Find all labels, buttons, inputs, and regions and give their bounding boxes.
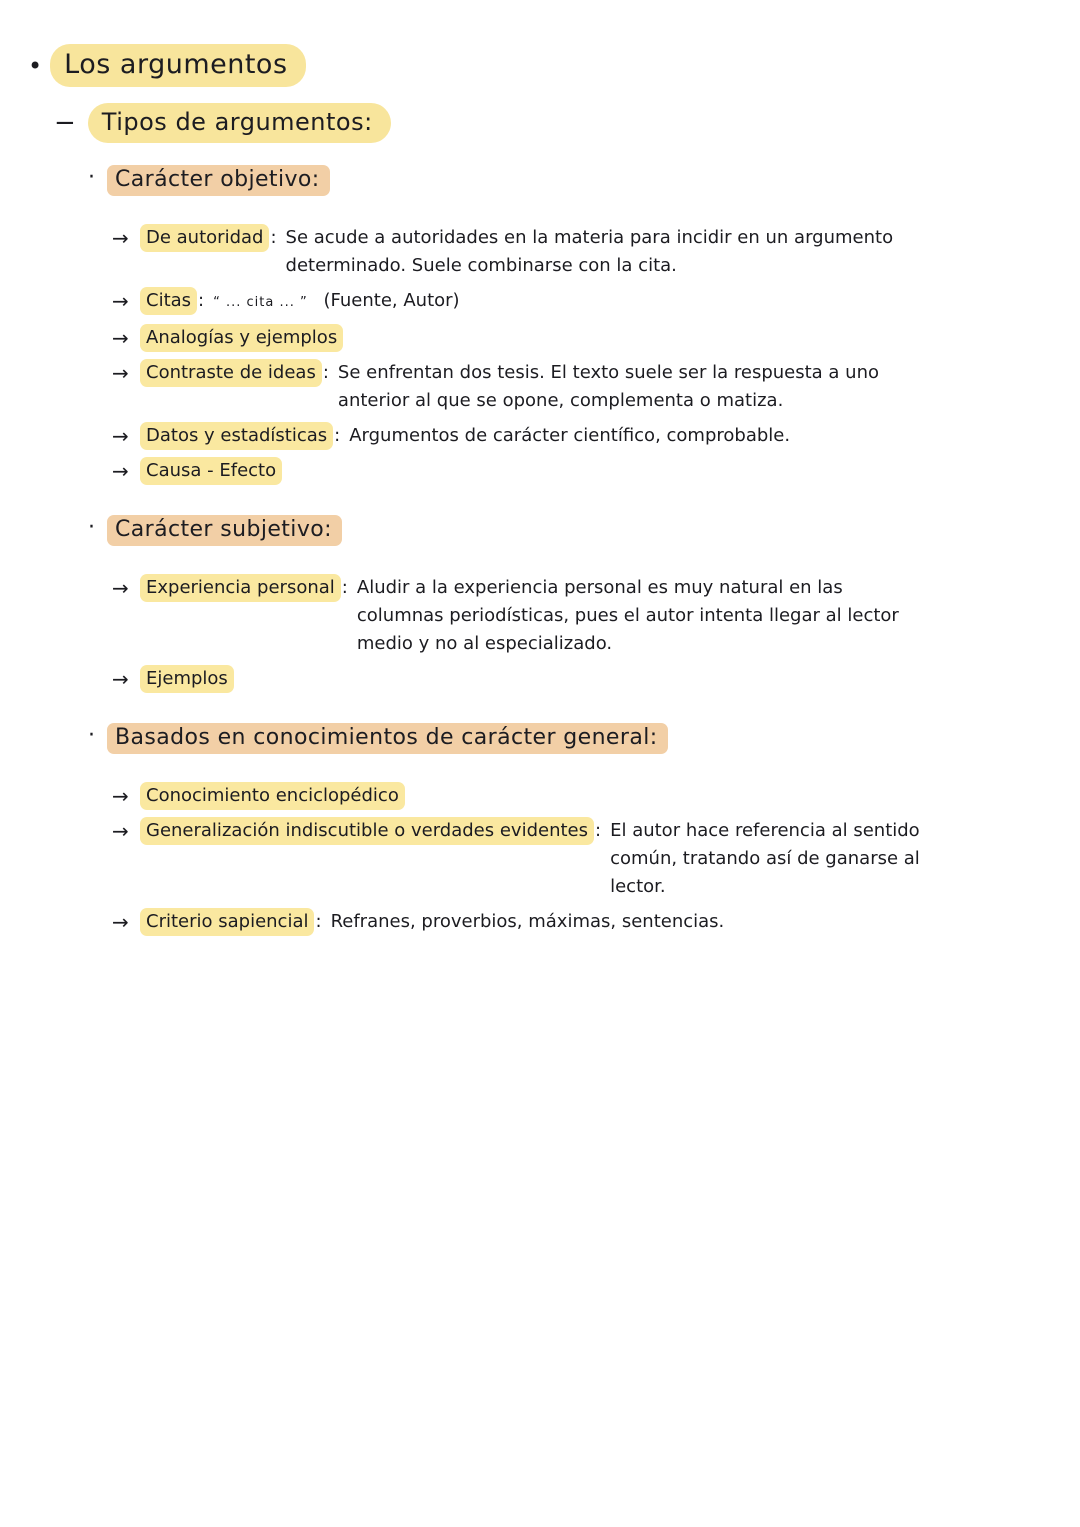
- desc-line: Argumentos de carácter científico, comprobable.: [349, 425, 791, 446]
- desc-line: lector.: [610, 876, 666, 897]
- item-generalizacion-indiscutible: [112, 817, 1062, 901]
- term-highlight: Criterio sapiencial: [140, 908, 314, 936]
- item-conocimiento-enciclopedico: [112, 782, 1062, 810]
- desc-line: medio y no al especializado.: [356, 633, 613, 654]
- section-heading: Carácter subjetivo:: [107, 515, 342, 546]
- colon: :: [595, 820, 602, 841]
- desc-line: Se acude a autoridades en la materia para incidir en un argumento: [285, 227, 894, 248]
- term-description: [331, 908, 725, 936]
- item-analogias-y-ejemplos: [112, 324, 1062, 352]
- desc-line: Aludir a la experiencia personal es muy natural en las: [356, 577, 843, 598]
- term-highlight: Ejemplos: [140, 665, 234, 693]
- arrow-icon: →: [112, 226, 129, 250]
- item-experiencia-personal: [112, 574, 1062, 658]
- arrow-icon: →: [112, 667, 129, 691]
- colon: :: [322, 362, 329, 383]
- term-highlight: Generalización indiscutible o verdades evidentes: [140, 817, 594, 845]
- bullet-dot-icon: •: [28, 51, 43, 80]
- term-highlight: Datos y estadísticas: [140, 422, 333, 450]
- section-items: [28, 224, 1062, 485]
- item-datos-y-estadisticas: [112, 422, 1062, 450]
- arrow-icon: →: [112, 784, 129, 808]
- page-subtitle: Tipos de argumentos:: [88, 103, 391, 143]
- section-heading: Basados en conocimientos de carácter general:: [107, 723, 668, 754]
- arrow-icon: →: [112, 361, 129, 385]
- term-highlight: Citas: [140, 287, 197, 315]
- desc-line: [213, 287, 459, 317]
- desc-line: anterior al que se opone, complementa o matiza.: [337, 390, 784, 411]
- dash-icon: −: [54, 108, 76, 138]
- term-description: [610, 817, 920, 901]
- item-de-autoridad: [112, 224, 1062, 280]
- desc-line: determinado. Suele combinarse con la cita.: [285, 255, 677, 276]
- arrow-icon: →: [112, 424, 129, 448]
- arrow-icon: →: [112, 459, 129, 483]
- section-items: [28, 574, 1062, 693]
- term-description: [338, 359, 879, 415]
- term-description: [357, 574, 899, 658]
- colon: :: [315, 911, 322, 932]
- section-heading-row: [28, 515, 1062, 546]
- section-items: [28, 782, 1062, 936]
- desc-line: Refranes, proverbios, máximas, sentencias.: [330, 911, 725, 932]
- section-caracter-subjetivo: [28, 515, 1062, 693]
- colon: :: [270, 227, 277, 248]
- title-row: [28, 44, 1062, 87]
- term-description: [286, 224, 894, 280]
- item-ejemplos: [112, 665, 1062, 693]
- arrow-icon: →: [112, 576, 129, 600]
- section-heading: Carácter objetivo:: [107, 165, 330, 196]
- dot-icon: ·: [88, 165, 95, 190]
- item-contraste-de-ideas: [112, 359, 1062, 415]
- desc-line: Se enfrentan dos tesis. El texto suele ser la respuesta a uno: [337, 362, 880, 383]
- desc-line: común, tratando así de ganarse al: [610, 848, 920, 869]
- colon: :: [341, 577, 348, 598]
- cita-source: (Fuente, Autor): [323, 290, 460, 311]
- dot-icon: ·: [88, 515, 95, 540]
- item-causa-efecto: [112, 457, 1062, 485]
- term-highlight: Causa - Efecto: [140, 457, 282, 485]
- arrow-icon: →: [112, 326, 129, 350]
- term-highlight: Contraste de ideas: [140, 359, 322, 387]
- cita-quote: “ ... cita ... ”: [213, 295, 308, 310]
- arrow-icon: →: [112, 289, 129, 313]
- term-highlight: Experiencia personal: [140, 574, 341, 602]
- desc-line: El autor hace referencia al sentido: [610, 820, 920, 841]
- section-caracter-objetivo: [28, 165, 1062, 485]
- subtitle-row: [28, 103, 1062, 143]
- section-heading-row: [28, 723, 1062, 754]
- colon: :: [334, 425, 341, 446]
- item-criterio-sapiencial: [112, 908, 1062, 936]
- page-title: Los argumentos: [50, 44, 305, 87]
- arrow-icon: →: [112, 819, 129, 843]
- item-citas: [112, 287, 1062, 317]
- term-description: [349, 422, 790, 450]
- arrow-icon: →: [112, 910, 129, 934]
- dot-icon: ·: [88, 723, 95, 748]
- desc-line: columnas periodísticas, pues el autor intenta llegar al lector: [356, 605, 899, 626]
- term-highlight: De autoridad: [140, 224, 269, 252]
- term-highlight: Conocimiento enciclopédico: [140, 782, 405, 810]
- colon: :: [198, 290, 205, 311]
- term-highlight: Analogías y ejemplos: [140, 324, 343, 352]
- section-conocimientos-generales: [28, 723, 1062, 936]
- term-description: [213, 287, 459, 317]
- section-heading-row: [28, 165, 1062, 196]
